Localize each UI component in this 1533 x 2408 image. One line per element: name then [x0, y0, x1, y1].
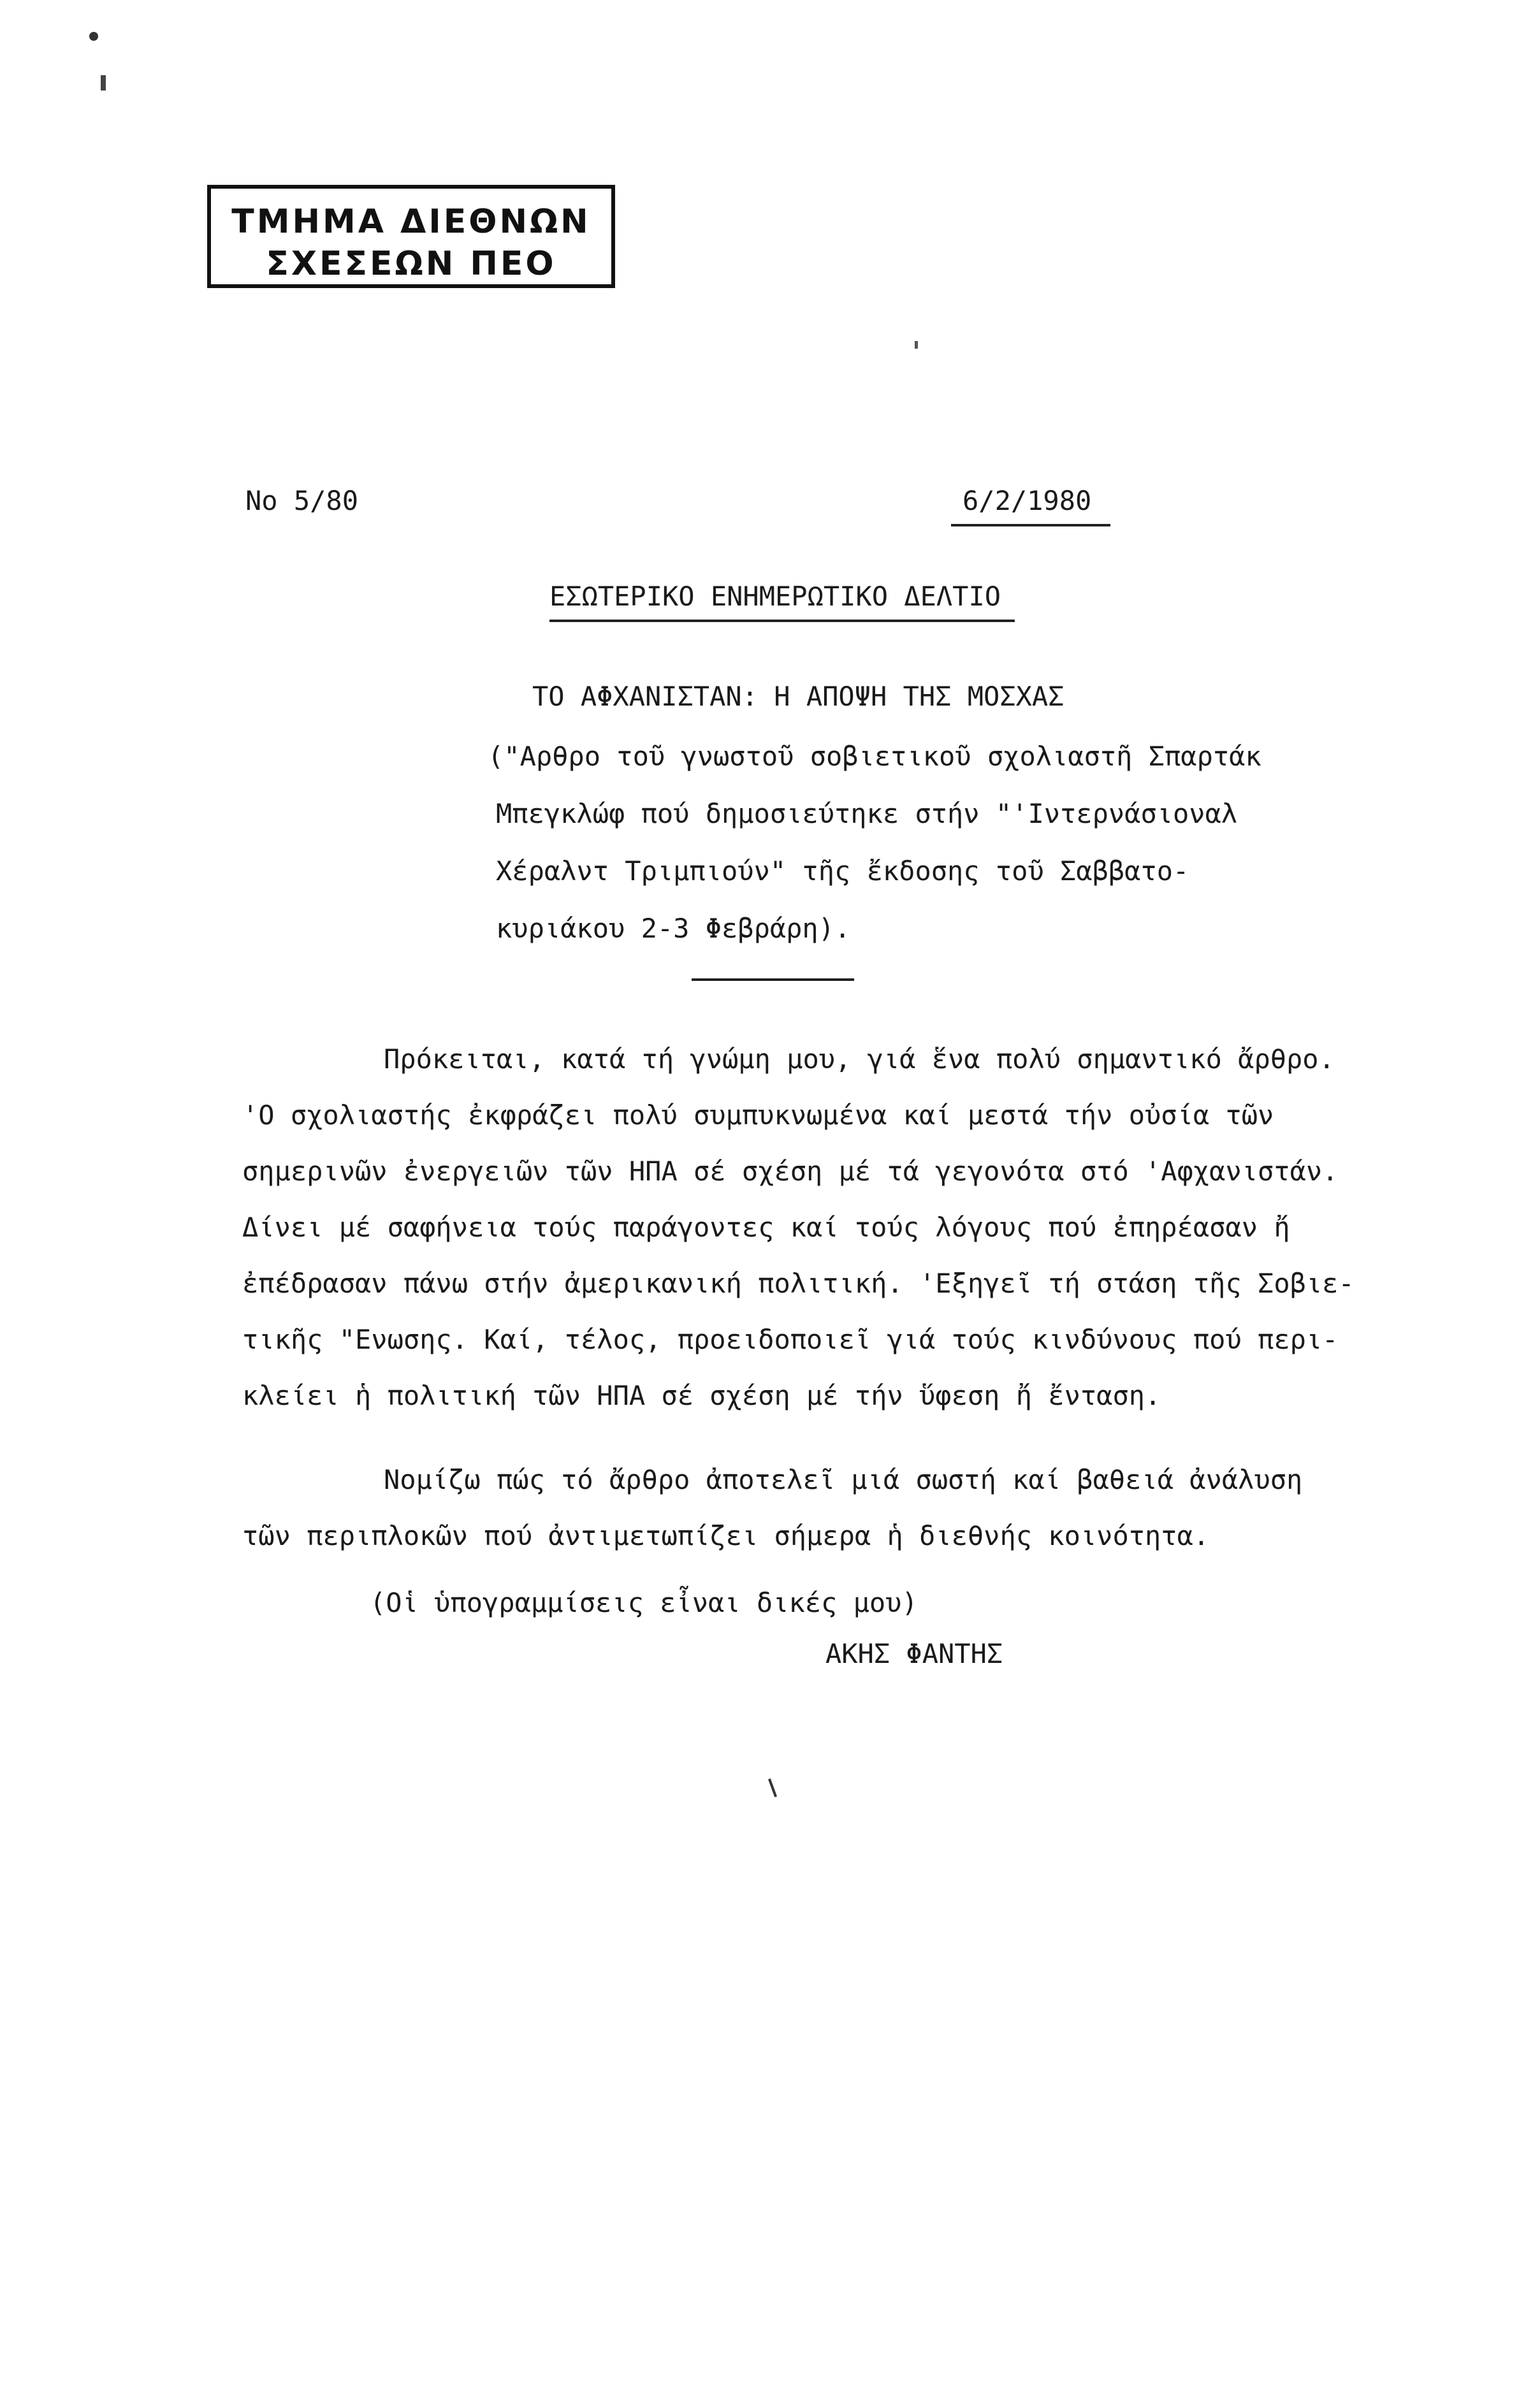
title-underline: [549, 620, 1015, 622]
scan-speck: [101, 75, 106, 91]
section-separator: [692, 978, 854, 981]
paragraph-line: Πρόκειται, κατά τή γνώμη μου, γιά ἕνα πολύ σημαντικό ἄρθρο.: [384, 1043, 1335, 1075]
paragraph-line: σημερινῶν ἐνεργειῶν τῶν ΗΠΑ σέ σχέση μέ τά γεγονότα στό 'Αφχανιστάν.: [242, 1156, 1339, 1187]
scan-speck: [89, 32, 98, 41]
stamp-line-2: ΣΧΕΣΕΩΝ ΠΕΟ: [266, 245, 556, 283]
document-date: 6/2/1980: [963, 485, 1092, 516]
bulletin-title: ΕΣΩΤΕΡΙΚΟ ΕΝΗΜΕΡΩΤΙΚΟ ΔΕΛΤΙΟ: [549, 581, 1001, 612]
paragraph-line: Δίνει μέ σαφήνεια τούς παράγοντες καί τούς λόγους πού ἐπηρέασαν ἤ: [242, 1212, 1290, 1243]
document-number: Νο 5/80: [245, 485, 359, 516]
scan-speck: [915, 341, 918, 349]
paragraph-line: τικῆς "Ενωσης. Καί, τέλος, προειδοποιεῖ γιά τούς κινδύνους πού περι-: [242, 1324, 1339, 1355]
date-underline: [951, 524, 1110, 526]
scan-speck: [768, 1778, 777, 1797]
subject-heading: ΤΟ ΑΦΧΑΝΙΣΤΑΝ: Η ΑΠΟΨΗ ΤΗΣ ΜΟΣΧΑΣ: [532, 681, 1064, 712]
department-stamp: [207, 185, 615, 288]
paragraph-line: ἐπέδρασαν πάνω στήν ἀμερικανική πολιτική. 'Εξηγεῖ τή στάση τῆς Σοβιε-: [242, 1268, 1355, 1299]
subtitle-line: ("Αρθρο τοῦ γνωστοῦ σοβιετικοῦ σχολιαστῆ Σπαρτάκ: [488, 741, 1261, 772]
author-note: (Οἱ ὑπογραμμίσεις εἶναι δικές μου): [370, 1587, 918, 1618]
paragraph-line: κλείει ἡ πολιτική τῶν ΗΠΑ σέ σχέση μέ τήν ὕφεση ἤ ἔνταση.: [242, 1380, 1161, 1411]
subtitle-line: Μπεγκλώφ πού δημοσιεύτηκε στήν "'Ιντερνάσιοναλ: [496, 798, 1238, 829]
subtitle-line: Χέραλντ Τριμπιούν" τῆς ἔκδοσης τοῦ Σαββατο-: [496, 855, 1189, 887]
paragraph-line: Νομίζω πώς τό ἄρθρο ἀποτελεῖ μιά σωστή καί βαθειά ἀνάλυση: [384, 1464, 1303, 1495]
paragraph-line: τῶν περιπλοκῶν πού ἀντιμετωπίζει σήμερα ἡ διεθνής κοινότητα.: [242, 1520, 1210, 1551]
stamp-line-1: ΤΜΗΜΑ ΔΙΕΘΝΩΝ: [231, 203, 591, 241]
subtitle-line: κυριάκου 2-3 Φεβράρη).: [496, 913, 851, 944]
paragraph-line: 'Ο σχολιαστής ἐκφράζει πολύ συμπυκνωμένα καί μεστά τήν οὐσία τῶν: [242, 1099, 1274, 1131]
signature: ΑΚΗΣ ΦΑΝΤΗΣ: [825, 1638, 1003, 1669]
